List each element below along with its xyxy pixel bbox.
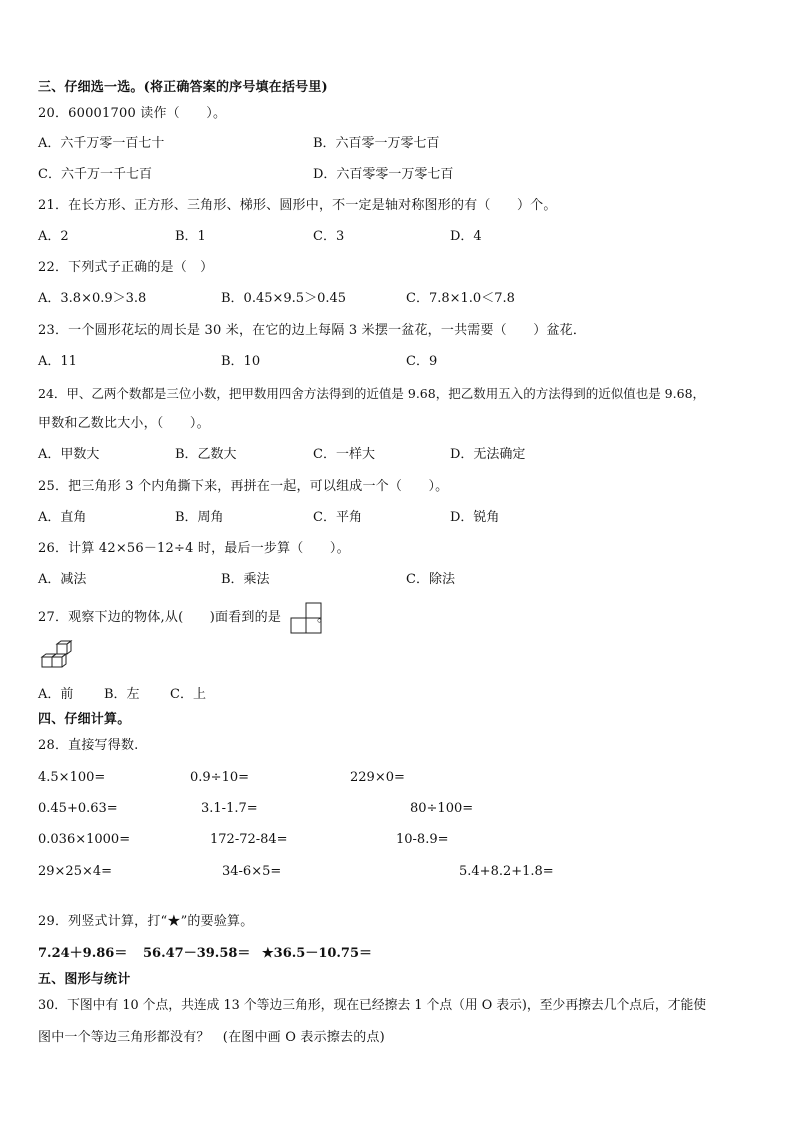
q28-r3-c1: 0.036×1000= (38, 832, 131, 847)
q29-stem: 29．列竖式计算，打“★”的要验算。 (38, 914, 254, 929)
q28-r3-c3: 10-8.9= (396, 832, 449, 847)
section-4-title: 四、仔细计算。 (38, 712, 131, 727)
q25-option-c: C．平角 (313, 510, 362, 525)
q20-option-d: D．六百零零一万零七百 (313, 167, 454, 182)
q30-line2: 图中一个等边三角形都没有？ (在图中画 O 表示擦去的点) (38, 1030, 385, 1045)
q28-r2-c2: 3.1-1.7= (201, 801, 258, 816)
q29-item-3: ★36.5－10.75＝ (262, 946, 373, 961)
q27-stem-end: 。 (317, 610, 331, 625)
q20-option-a: A．六千万零一百七十 (38, 136, 165, 151)
q27-stem-text: 27．观察下边的物体,从( )面看到的是 (38, 610, 282, 625)
q21-option-d: D．4 (450, 229, 482, 244)
q22-option-a: A．3.8×0.9＞3.8 (38, 291, 147, 306)
q24-option-b: B．乙数大 (175, 447, 237, 462)
q24-stem-line1: 24．甲、乙两个数都是三位小数，把甲数用四舍方法得到的近值是 9.68，把乙数用五入的方法得到的近似值也是 9.68， (38, 386, 706, 401)
q25-option-b: B．周角 (175, 510, 224, 525)
q28-r4-c3: 5.4+8.2+1.8= (459, 864, 554, 879)
cube-stack-figure (38, 640, 74, 674)
q26-option-b: B．乘法 (221, 572, 270, 587)
section-3-title: 三、仔细选一选。(将正确答案的序号填在括号里) (38, 80, 328, 95)
q23-stem: 23．一个圆形花坛的周长是 30 米，在它的边上每隔 3 米摆一盆花，一共需要（ ）盆花． (38, 323, 587, 338)
q28-r4-c1: 29×25×4= (38, 864, 113, 879)
q20-option-b: B．六百零一万零七百 (313, 136, 440, 151)
q20-stem: 20．60001700 读作（ ）。 (38, 106, 227, 121)
q21-stem: 21．在长方形、正方形、三角形、梯形、圆形中，不一定是轴对称图形的有（ ）个。 (38, 198, 557, 213)
q26-option-a: A．减法 (38, 572, 87, 587)
q29-item-2: 56.47－39.58＝ (143, 946, 251, 961)
q28-r4-c2: 34-6×5= (222, 864, 282, 879)
q25-stem: 25．把三角形 3 个内角撕下来，再拼在一起，可以组成一个（ ）。 (38, 479, 449, 494)
q25-option-a: A．直角 (38, 510, 87, 525)
view-figure (289, 602, 325, 634)
q27-stem (38, 610, 330, 626)
q23-option-c: C．9 (406, 354, 438, 369)
q27-option-b: B．左 (104, 687, 140, 702)
q23-option-b: B．10 (221, 354, 261, 369)
q24-option-d: D．无法确定 (450, 447, 526, 462)
q27-option-c: C．上 (170, 687, 206, 702)
q28-r2-c3: 80÷100= (410, 801, 474, 816)
q21-option-c: C．3 (313, 229, 345, 244)
q30-line1: 30．下图中有 10 个点，共连成 13 个等边三角形，现在已经擦去 1 个点（用 O 表示)，至少再擦去几个点后，才能使 (38, 998, 707, 1013)
q26-stem: 26．计算 42×56－12÷4 时，最后一步算（ ）。 (38, 541, 350, 556)
q29-item-1: 7.24＋9.86＝ (38, 946, 128, 961)
q22-option-b: B．0.45×9.5＞0.45 (221, 291, 347, 306)
q28-r1-c1: 4.5×100= (38, 770, 106, 785)
q21-option-a: A．2 (38, 229, 69, 244)
q28-r3-c2: 172-72-84= (210, 832, 288, 847)
q21-option-b: B．1 (175, 229, 206, 244)
q26-option-c: C．除法 (406, 572, 455, 587)
q25-option-d: D．锐角 (450, 510, 500, 525)
q20-option-c: C．六千万一千七百 (38, 167, 152, 182)
q28-r1-c2: 0.9÷10= (190, 770, 250, 785)
q24-stem-line2: 甲数和乙数比大小，（ ）。 (38, 416, 210, 431)
q22-stem: 22．下列式子正确的是（ ） (38, 260, 214, 275)
q27-option-a: A．前 (38, 687, 74, 702)
section-5-title: 五、图形与统计 (38, 972, 131, 987)
q28-r2-c1: 0.45+0.63= (38, 801, 118, 816)
q22-option-c: C．7.8×1.0＜7.8 (406, 291, 515, 306)
q24-option-c: C．一样大 (313, 447, 375, 462)
q24-option-a: A．甲数大 (38, 447, 100, 462)
q28-r1-c3: 229×0= (350, 770, 405, 785)
q28-stem: 28．直接写得数. (38, 738, 139, 753)
q23-option-a: A．11 (38, 354, 77, 369)
